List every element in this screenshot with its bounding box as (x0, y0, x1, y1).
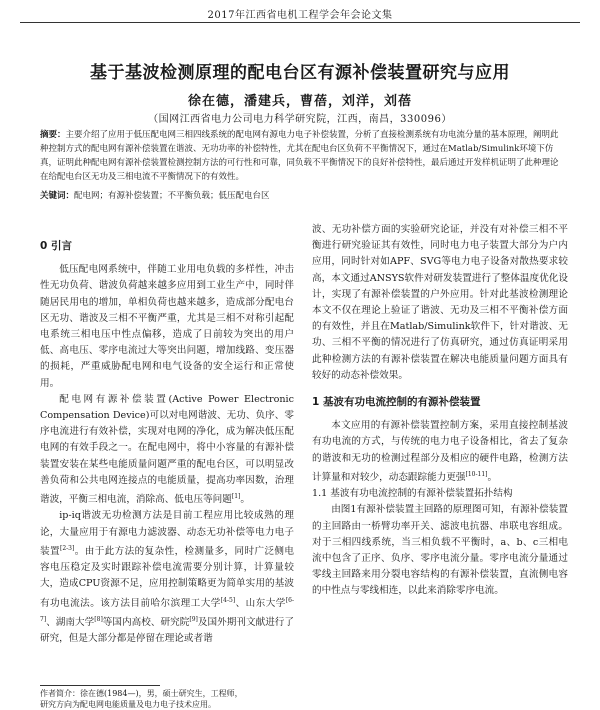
paragraph-text: 本文应用的有源补偿装置控制方案，采用直接控制基波有功电流的方式，与传统的电力电子设备相比，省去了复杂的谐波和无功的检测过程部分及相应的硬件电路，检测方法计算量和对较少，动态跟踪能力更强 (312, 420, 568, 484)
paragraph: 由图1有源补偿装置主回路的原理图可知，有源补偿装置的主回路由一桥臂功率开关、滤波电抗器、串联电容组成。对于三相四线系统，当三相负载不平衡时，a、b、c三相电流中包含了正序、负序、零序电流分量。零序电流分量通过零线主回路来用分裂电容结构的有源补偿装置，直流侧电容的中性点与零线相连，以此来消除零序电流。 (312, 504, 568, 597)
footnote-line: 研究方向为配电网电能质量及电力电子技术应用。 (40, 700, 216, 709)
running-header: 2017年江西省电机工程学会年会论文集 (207, 10, 393, 21)
citation: [10-11] (465, 470, 488, 478)
abstract-text: 主要介绍了应用于低压配电网三相四线系统的配电网有源电力电子补偿装置，分析了直接检测系统有功电流分量的基本原理，阐明此种控制方式的配电网有源补偿装置在谐波、无功功率的补偿特性，尤其在配电台区负荷不平衡情况下，通过在Matlab/Simulink环境下仿真，证明此种配电网有源补偿装置检测控制方法的可行性和可靠，同负载不平衡情况下的良好补偿特性，最后通过开发样机证明了此种理论在给配电台区无功及三相电流不平衡情况下的有效性。 (40, 130, 559, 182)
paragraph: 低压配电网系统中，伴随工业用电负载的多样性，冲击性无功负荷、谐波负荷越来越多应用到工业生产中，同时伴随居民用电的增加，单相负荷也越来越多，造成部分配电台区无功、谐波及三相不平衡严重，尤其是三相不对称引起配电系统三相电压中性点偏移，造成了日前较为突出的用户低、高电压、零序电流过大等突出问题，增加线路、变压器的损耗，严重威胁配电网和电气设备的安全运行和正常使用。 (40, 264, 294, 389)
citation: [1] (231, 493, 241, 501)
right-column (312, 222, 568, 600)
keywords (40, 189, 560, 203)
abstract-label: 摘要： (40, 130, 66, 140)
footnote (40, 688, 300, 710)
footnote-line: 作者简介：徐在德(1984—)，男，硕士研究生，工程师， (40, 689, 243, 698)
footnote-rule (40, 685, 160, 686)
paragraph: 配电网有源补偿装置(Active Power Electronic Compensation Device)可以对电网谐波、无功、负序、零序电流进行有效补偿，实现对电网的净化，成为解决低压配电网的有效手段之一。在配电网中，将中小容量的有源补偿装置安装在某些电能质量问题严重的配电台区，可以明显改善负荷和公共电网连接点的电能质量，提高功率因数，治理谐波，平衡三相电流，消除高、低电压等问题[1]。 (40, 393, 294, 506)
citation: [9] (189, 616, 198, 624)
paragraph-text: 、湖南大学 (46, 617, 95, 629)
author-list: 徐在德，潘建兵，曹蓓，刘洋，刘蓓 (187, 94, 412, 109)
paragraph (312, 418, 568, 486)
paragraph-text: 。 (487, 472, 498, 484)
paragraph-text: 及国外期刊文献进行了研究，但是大部分都是停留在理论或者谐 (40, 617, 295, 645)
citation: [6-7] (40, 596, 294, 624)
section-heading-intro: 0 引言 (40, 240, 72, 252)
header-rule (20, 22, 580, 23)
keywords-text: 配电网；有源补偿装置；不平衡负载；低压配电台区 (74, 191, 270, 201)
paragraph-text: ip-iq谐波无功检测方法是目前工程应用比较成熟的理论，大量应用于有源电力滤波器、动态无功补偿等电力电子装置 (40, 510, 294, 558)
section-heading-1: 1 基波有功电流控制的有源补偿装置 (312, 396, 481, 409)
citation: [2-3] (59, 544, 75, 552)
paper-title: 基于基波检测原理的配电台区有源补偿装置研究与应用 (90, 63, 510, 83)
abstract (40, 128, 560, 184)
citation: [4-5] (220, 596, 236, 604)
paragraph-text: 。由于此方法的复杂性，检测量多，同时广泛侧电容电压稳定及实时跟踪补偿电流需要分别计算，计算量较大，造成CPU资源不足，应用控制策略更为简单实用的基波有功电流法。该方法目前哈尔滨理工大学 (40, 546, 295, 609)
affiliation: （国网江西省电力公司电力科学研究院，江西，南昌，330096） (148, 114, 452, 125)
paragraph-text: 配电网有源补偿装置(Active Power Electronic Compensation Device)可以对电网谐波、无功、负序、零序电流进行有效补偿，实现对电网的净化，成为解决低压配电网的有效手段之一。在配电网中，将中小容量的有源补偿装置安装在某些电能质量问题严重的配电台区，可以明显改善负荷和公共电网连接点的电能质量，提高功率因数，治理谐波，平衡三相电流，消除高、低电压等问题 (40, 393, 294, 506)
paragraph-text: 、山东大学 (235, 597, 286, 609)
keywords-label: 关键词： (40, 191, 75, 201)
paragraph (40, 508, 294, 647)
subsection-heading-1-1: 1.1 基波有功电流控制的有源补偿装置拓扑结构 (312, 488, 513, 500)
paragraph: 波、无功补偿方面的实验研究论证，并没有对补偿三相不平衡进行研究验证其有效性，同时电力电子装置大部分为户内应用，同时针对如APF、SVG等电力电子设备对散热要求较高，本文通过ANSYS软件对研发装置进行了整体温度优化设计，实现了有源补偿装置的户外应用。针对此基波检测理论本文不仅在理论上验证了谐波、无功及三相不平衡补偿方面的有效性，并且在Matlab/Simulink软件下，针对谐波、无功、三相不平衡的情况进行了仿真研究，通过仿真证明采用此种检测方法的有源补偿装置在解决电能质量问题方面具有较好的动态补偿效果。 (312, 224, 568, 381)
citation: [8] (94, 616, 103, 624)
left-column (40, 228, 294, 648)
paragraph-text: 等国内高校、研究院 (102, 617, 190, 629)
